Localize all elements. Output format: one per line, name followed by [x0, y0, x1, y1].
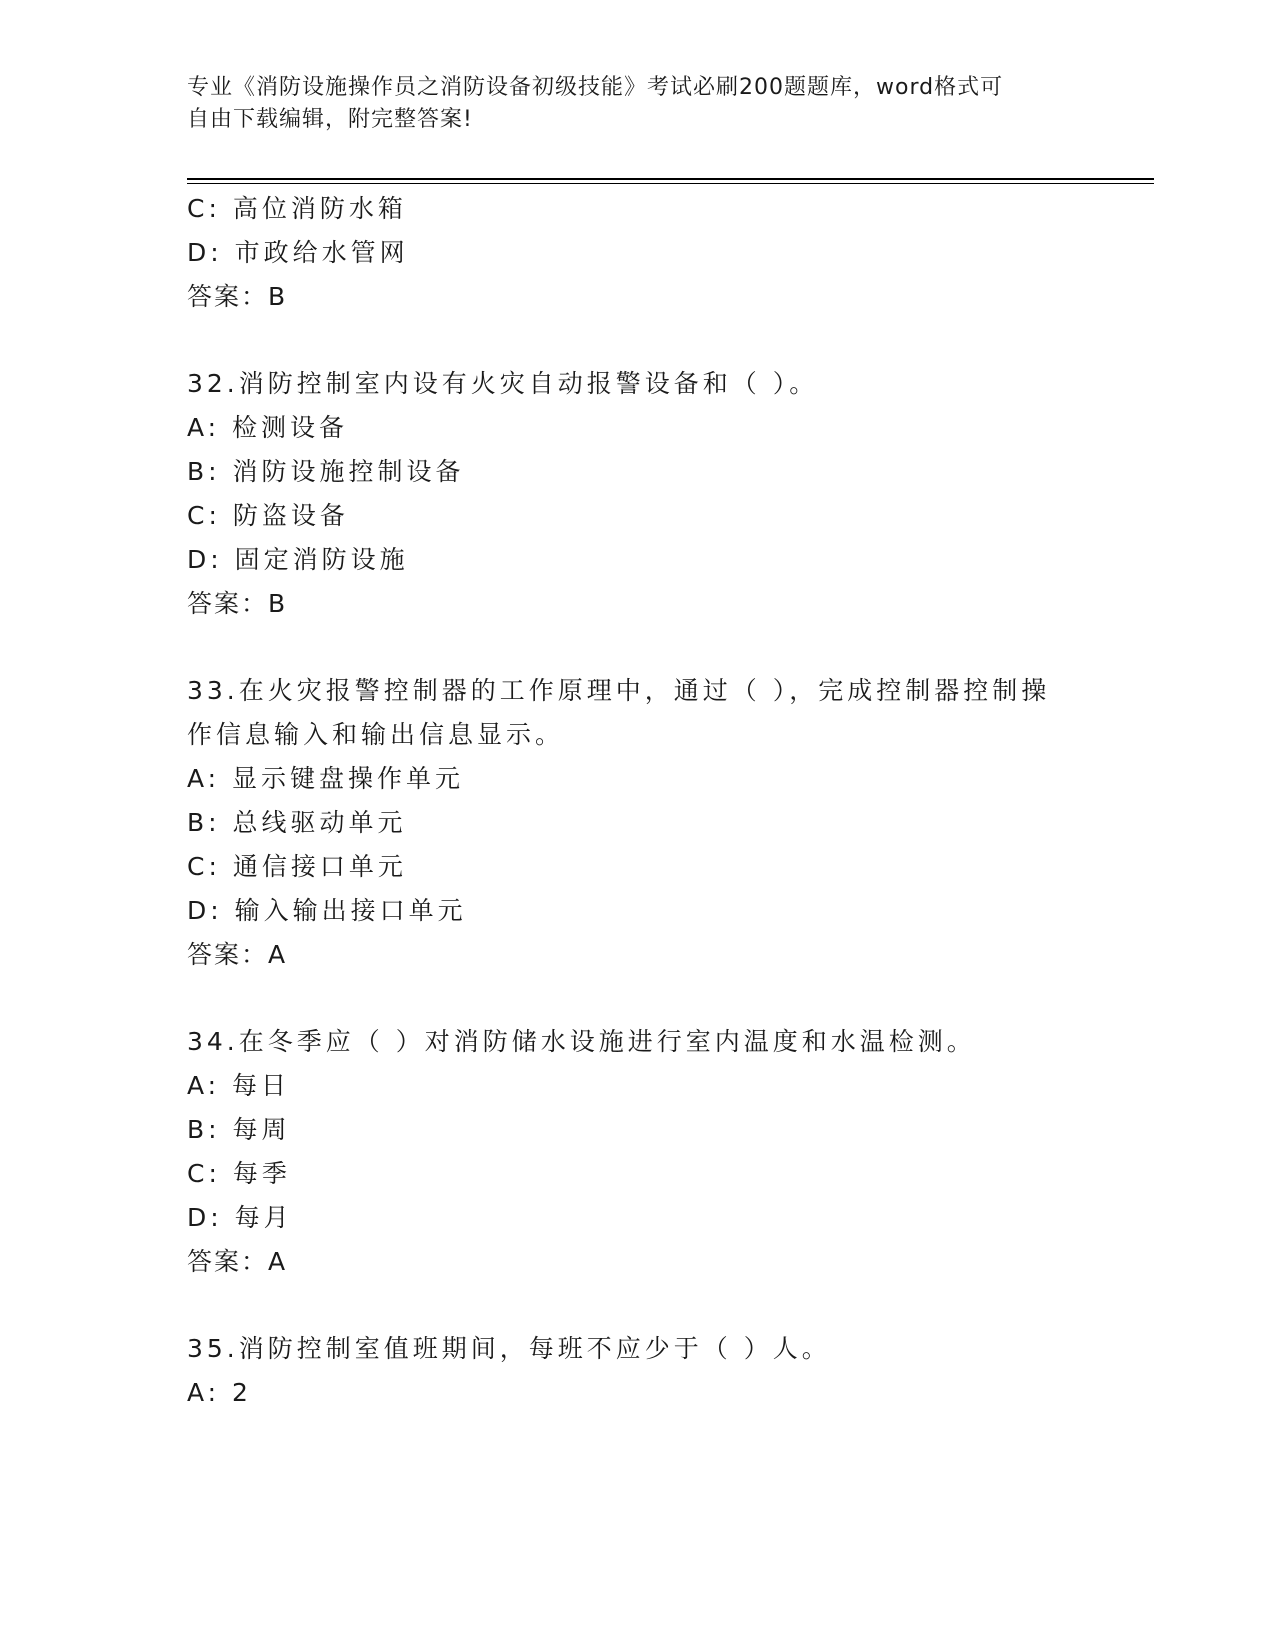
q32-option-d: D: 固定消防设施	[187, 545, 409, 574]
q34-stem: 34.在冬季应（ ）对消防储水设施进行室内温度和水温检测。	[187, 1027, 976, 1056]
q33-option-a: A: 显示键盘操作单元	[187, 764, 465, 793]
q33-option-d: D: 输入输出接口单元	[187, 896, 467, 925]
q33-option-c: C: 通信接口单元	[187, 852, 407, 881]
q34-answer: 答案：A	[187, 1247, 288, 1276]
header-line-2: 自由下载编辑，附完整答案!	[187, 107, 473, 132]
header-rule-thick	[187, 178, 1154, 180]
header-rule-thin	[187, 183, 1154, 184]
q33-stem-line-2: 作信息输入和输出信息显示。	[187, 720, 565, 749]
q34-option-a: A: 每日	[187, 1071, 291, 1100]
q33-stem-line-1: 33.在火灾报警控制器的工作原理中，通过（ ），完成控制器控制操	[187, 676, 1051, 705]
document-header	[187, 72, 1067, 136]
q35-option-a: A: 2	[187, 1378, 252, 1407]
q32-option-b: B: 消防设施控制设备	[187, 457, 465, 486]
q33-answer: 答案：A	[187, 940, 288, 969]
q31-answer: 答案：B	[187, 282, 288, 311]
header-line-1: 专业《消防设施操作员之消防设备初级技能》考试必刷200题题库，word格式可	[187, 75, 1004, 100]
q32-option-a: A: 检测设备	[187, 413, 349, 442]
q34-option-c: C: 每季	[187, 1159, 291, 1188]
q33-option-b: B: 总线驱动单元	[187, 808, 407, 837]
q32-option-c: C: 防盗设备	[187, 501, 349, 530]
q34-option-b: B: 每周	[187, 1115, 291, 1144]
q32-answer: 答案：B	[187, 589, 288, 618]
q31-option-c: C: 高位消防水箱	[187, 194, 407, 223]
q35-stem: 35.消防控制室值班期间，每班不应少于（ ）人。	[187, 1334, 831, 1363]
q32-stem: 32.消防控制室内设有火灾自动报警设备和（ ）。	[187, 369, 819, 398]
q31-option-d: D: 市政给水管网	[187, 238, 409, 267]
q34-option-d: D: 每月	[187, 1203, 293, 1232]
